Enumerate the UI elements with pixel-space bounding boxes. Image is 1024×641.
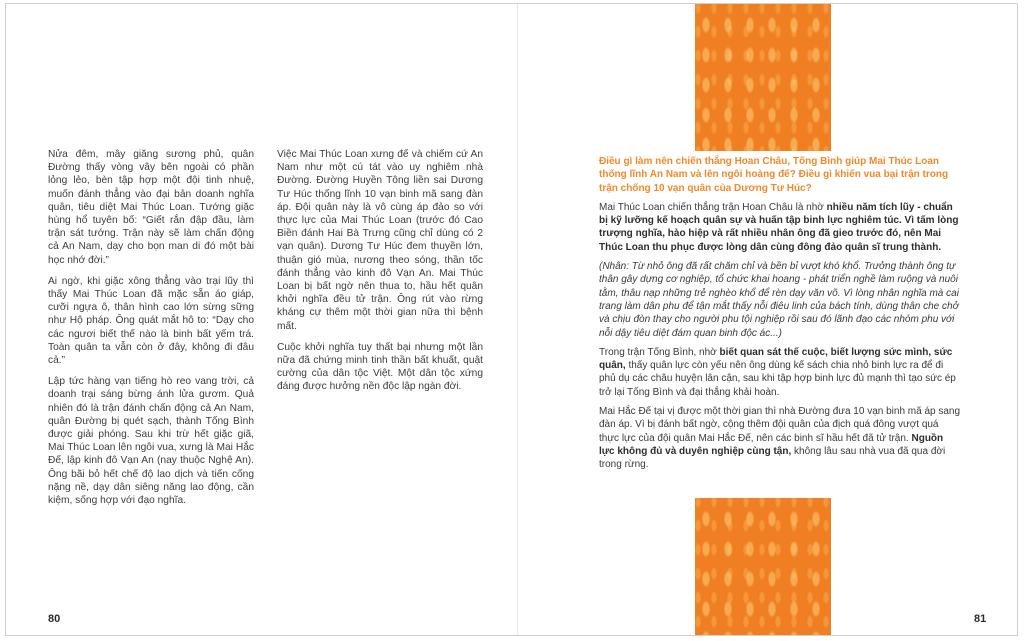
question-heading: Điều gì làm nên chiến thắng Hoan Châu, Tống Bình giúp Mai Thúc Loan thống lĩnh An Nam và lên ngôi hoàng đế? Điều gì khiến vua bại trận trong trận chống 10 vạn quân của Dương Tư Húc? (599, 156, 949, 194)
paragraph: Nửa đêm, mây giăng sương phủ, quân Đường thấy vòng vây bên ngoài có phần lỏng lẻo, bèn tập hợp một đội tinh nhuệ, muốn đánh thẳng vào đại bản doanh nghĩa quân, tiêu diệt Mai Thúc Loan. Tướng giặc hùng hổ tuyên bố: “Giết rắn đập đầu, làm trận sát tướng. Trận này sẽ làm chấn động cả An Nam, dạy cho bọn man di đó một bài học nhớ đời.” (48, 149, 254, 266)
paragraph: Ai ngờ, khi giặc xông thẳng vào trại lũy thì thấy Mai Thúc Loan đã mặc sẵn áo giáp, cưỡi ngựa ô, thân hình cao lớn sừng sững như Hộ pháp. Ông quát mắt hô to: “Dạy cho các ngươi biết thế nào là binh bất yếm trá. Toàn quân ta vẫn còn ở đây, không đi đâu cả.” (48, 275, 254, 367)
page-spine (517, 4, 518, 636)
right-page-column (599, 155, 961, 478)
text: không lâu sau nhà vua đã qua đời trong rừng. (599, 445, 946, 471)
paragraph (599, 405, 961, 471)
book-spread (5, 3, 1018, 636)
text: Mai Hắc Đế tại vị được một thời gian thì nhà Đường đưa 10 vạn binh mã áp sang đàn áp. Vì bị đánh bất ngờ, cộng thêm đội quân của địch quá đông vượt quá thực lực của đội quân Mai Hắc Đế, nên các binh sĩ hầu hết đã tử trận. (599, 406, 961, 444)
paragraph: Cuộc khởi nghĩa tuy thất bại nhưng một lần nữa đã chứng minh tinh thần bất khuất, quật cường của dân tộc Việt. Một dân tộc xứng đáng được hưởng nền độc lập ngàn đời. (277, 341, 483, 393)
bold-text: Nguồn lực không đủ và duyên nghiệp cùng tận, (599, 432, 944, 457)
left-page-column-2 (277, 148, 483, 402)
page-number-right: 81 (974, 613, 987, 625)
left-page-column-1 (48, 148, 254, 515)
text: Mai Thúc Loan chiến thắng trận Hoan Châu là nhờ (599, 201, 827, 213)
page-number-left: 80 (48, 613, 61, 625)
flame-pattern-bottom-icon (695, 498, 831, 636)
note-paragraph: (Nhân: Từ nhỏ ông đã rất chăm chỉ và bền bỉ vượt khó khổ. Trưởng thành ông tự thân gây dựng cơ nghiệp, tổ chức khai hoang - phát triển nghề làm ruộng và nuôi tằm, thâu nạp những trẻ nghèo khổ để rèn dạy văn võ. Vì lòng nhân nghĩa mà cai trang làm dân phu để tận mắt thấy nỗi điêu linh của bách tính, dùng thân che chở và chịu đòn thay cho người phu tội nghiệp rồi sau đó lãnh đạo các nhóm phu với nỗi dậy tiêu diệt đám quan binh độc ác...) (599, 261, 959, 339)
text: Trong trận Tống Bình, nhờ (599, 346, 720, 358)
paragraph: Lập tức hàng vạn tiếng hò reo vang trời, cả doanh trại sáng bừng ánh lửa gươm. Quả nhiên đó là trận đánh chấn động cả An Nam, quân Đường bị quét sạch, thành Tống Bình được giải phóng. Sau khi trừ hết giặc giã, Mai Thúc Loan lên ngôi vua, xưng là Mai Hắc Đế, lập kinh đô Vạn An (nay thuộc Nghệ An). Ông bãi bỏ hết chế độ lao dịch và tiến cống nặng nề, dạy dân siêng năng lao động, cần kiệm, sống hợp với đạo nghĩa. (48, 376, 254, 507)
text: thấy quân lực còn yếu nên ông dùng kế sách chia nhỏ binh lực ra để đi phủ dụ các châu huyện lân cận, sau khi tập hợp binh lực đủ mạnh thì tạo sức ép trở lại Tống Bình và đại thắng khải hoàn. (599, 360, 956, 398)
paragraph (599, 346, 961, 399)
bold-text: biết quan sát thế cuộc, biết lượng sức mình, sức quân, (599, 346, 953, 372)
flame-pattern-top-icon (695, 4, 831, 151)
bold-text: nhiều năm tích lũy - chuẩn bị kỹ lưỡng kế hoạch quân sự và huấn tập binh lực nghiêm túc. Vì tấm lòng trượng nghĩa, hào hiệp và rất nhiều nhân ông đã gieo trước đó, nên Mai Thúc Loan thu phục được lòng dân cùng đông đảo quân sĩ trung thành. (599, 201, 959, 253)
paragraph: Việc Mai Thúc Loan xưng đế và chiếm cứ An Nam như một cú tát vào uy nghiêm nhà Đường. Đường Huyền Tông liền sai Dương Tư Húc thống lĩnh 10 vạn binh mã sang đàn áp. Đội quân này là vô cùng áp đảo so với thực lực của Mai Thúc Loan (trước đó Cao Biền đánh Hai Bà Trưng cũng chỉ dùng có 2 vạn quân). Dương Tư Húc đem thuyền lớn, thuận gió mùa, nương theo sóng, thần tốc đánh thẳng vào kinh đô Vạn An. Mai Thúc Loan bị bất ngờ nên thua to, hầu hết quân khởi nghĩa đều tử trận. Ông rút vào rừng kháng cự thêm một thời gian nữa thì bệnh mất. (277, 149, 483, 332)
paragraph (599, 201, 961, 254)
